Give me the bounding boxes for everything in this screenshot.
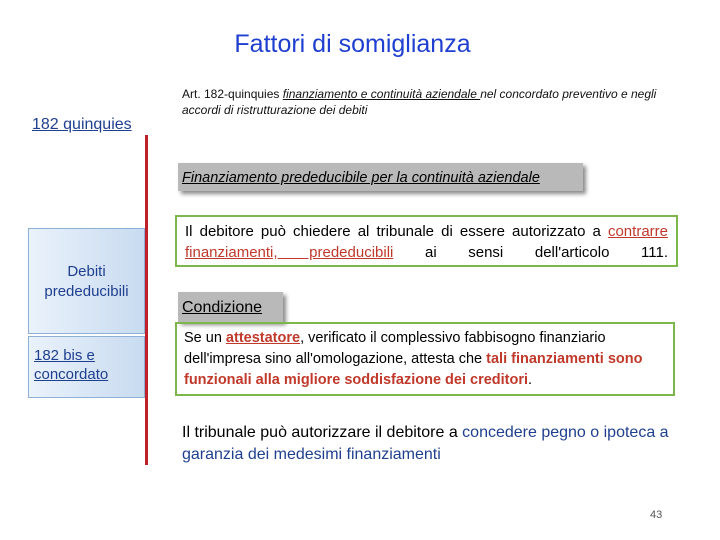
- box2-p1: Se un: [184, 330, 226, 346]
- article-suffix: nel concordato preventivo e negli accordi di ristrutturazione dei debiti: [182, 87, 657, 117]
- article-prefix: Art. 182-quinquies: [182, 87, 283, 101]
- heading-condizione-text: Condizione: [182, 299, 263, 316]
- bis-concordato-box[interactable]: [28, 336, 145, 398]
- heading-finanziamento-text: Finanziamento prededucibile per la continuità aziendale: [182, 170, 540, 186]
- box-condizione: [175, 322, 675, 396]
- heading-condizione: [178, 292, 283, 322]
- box1-pre: Il debitore può chiedere al tribunale di essere autorizzato a: [185, 223, 608, 240]
- tribunale-paragraph: [182, 422, 682, 466]
- link-182-bis-concordato[interactable]: 182 bis e concordato: [34, 347, 109, 383]
- link-182-quinquies[interactable]: 182 quinquies: [32, 116, 132, 133]
- box2-red: tali finanziamenti sono funzionali alla migliore soddisfazione dei creditori: [184, 351, 643, 388]
- debiti-prededucibili-label: Debiti prededucibili: [44, 263, 129, 300]
- vertical-divider: [145, 135, 148, 465]
- page-number: 43: [650, 509, 663, 521]
- debiti-prededucibili-box: [28, 228, 145, 334]
- slide-title: Fattori di somiglianza: [234, 30, 471, 58]
- box-debitore: [175, 215, 678, 267]
- box1-highlight: contrarre finanziamenti, prededucibili: [185, 223, 668, 261]
- box2-attestatore: attestatore: [225, 330, 301, 346]
- article-description: [182, 86, 682, 118]
- box1-post: ai sensi dell'articolo 111.: [393, 244, 668, 261]
- tribunale-pre: Il tribunale può autorizzare il debitore a: [182, 424, 463, 441]
- tribunale-blue: concedere pegno o ipoteca a garanzia dei medesimi finanziamenti: [182, 424, 669, 463]
- box2-p2: , verificato il complessivo fabbisogno finanziario dell'impresa sino all'omologazione, attesta che: [184, 330, 606, 367]
- box2-p3: .: [528, 372, 533, 388]
- article-underlined: finanziamento e continuità aziendale: [282, 87, 481, 101]
- heading-finanziamento: [178, 163, 583, 191]
